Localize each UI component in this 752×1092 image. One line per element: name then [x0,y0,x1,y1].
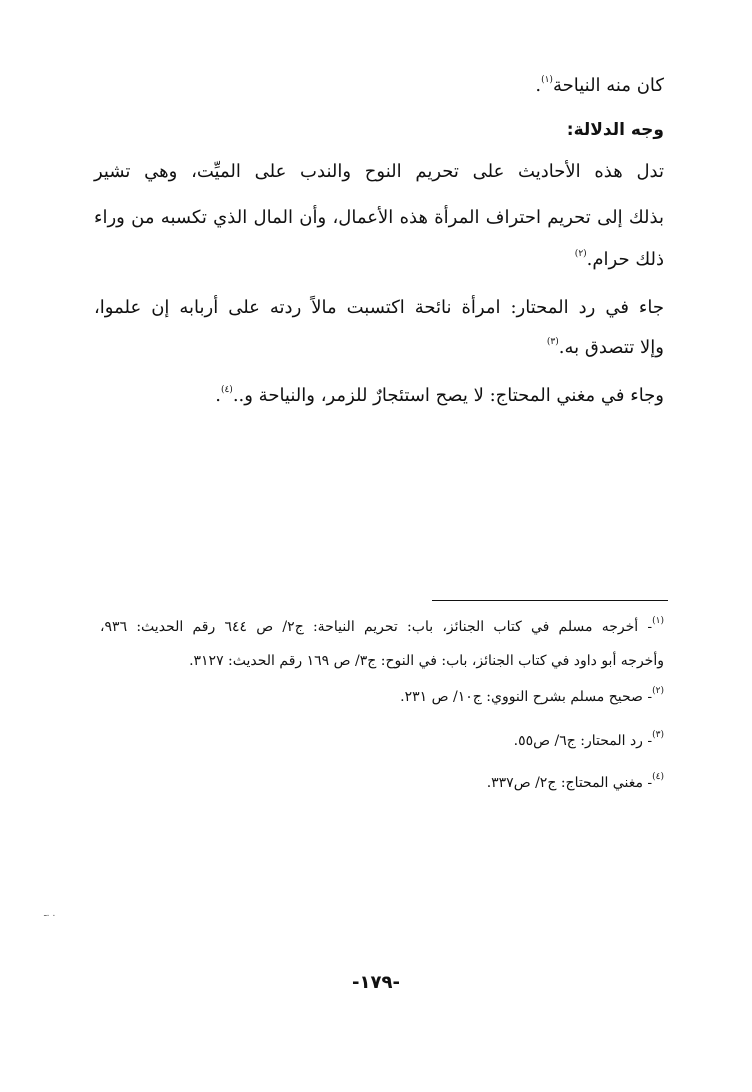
footnote-1-line-2: وأخرجه أبو داود في كتاب الجنائز، باب: في النوح: ج٣/ ص ١٦٩ رقم الحديث: ٣١٢٧. [189,653,664,669]
paragraph-1-line-3 [575,246,664,274]
footnote-3-text: - رد المحتار: ج٦/ ص٥٥. [513,733,653,749]
body-line-1-end: . [535,75,542,96]
footnote-1-line-1 [100,616,664,638]
footnote-ref-2: (٢) [574,249,587,259]
paragraph-1-line-3-text: ذلك حرام. [586,249,664,270]
footnote-1-line-1-text: - أخرجه مسلم في كتاب الجنائز، باب: تحريم النياحة: ج٢/ ص ٦٤٤ رقم الحديث: ٩٣٦، [100,619,653,635]
footnote-ref-3: (٣) [546,337,559,347]
body-line-1-text: كان منه النياحة [552,75,664,96]
footnote-2-marker: (٢) [652,686,664,697]
paragraph-1-line-2: بذلك إلى تحريم احتراف المرأة هذه الأعمال، وأن المال الذي تكسبه من وراء [94,207,664,228]
footnote-4 [487,772,664,794]
footnote-4-marker: (٤) [652,772,664,783]
page-number: -١٧٩- [352,972,400,993]
section-heading: وجه الدلالة: [566,120,664,140]
scan-artifact: ـ. ․ [44,909,56,919]
footnote-4-text: - مغني المحتاج: ج٢/ ص٣٣٧. [486,775,653,791]
footnote-1-marker: (١) [652,616,664,627]
footnote-separator [432,600,668,601]
paragraph-2-line-2 [547,334,664,362]
paragraph-3-line-1 [215,382,664,410]
footnote-3 [514,730,664,752]
paragraph-2-line-1: جاء في رد المحتار: امرأة نائحة اكتسبت مالاً ردته على أربابه إن علموا، [94,297,664,318]
footnote-3-marker: (٣) [652,730,664,741]
footnote-ref-4: (٤) [220,385,233,395]
paragraph-3-line-1-text: وجاء في مغني المحتاج: لا يصح استئجارٌ للزمر، والنياحة و.. [232,385,664,406]
paragraph-1-line-1: تدل هذه الأحاديث على تحريم النوح والندب على الميِّت، وهي تشير [94,161,664,182]
paragraph-3-end: . [215,385,221,406]
footnote-2 [400,686,664,708]
footnote-2-text: - صحيح مسلم بشرح النووي: ج١٠/ ص ٢٣١. [400,689,653,705]
body-line-1 [535,72,664,100]
footnote-ref-1: (١) [541,75,553,85]
paragraph-2-line-2-text: وإلا تتصدق به. [558,337,664,358]
